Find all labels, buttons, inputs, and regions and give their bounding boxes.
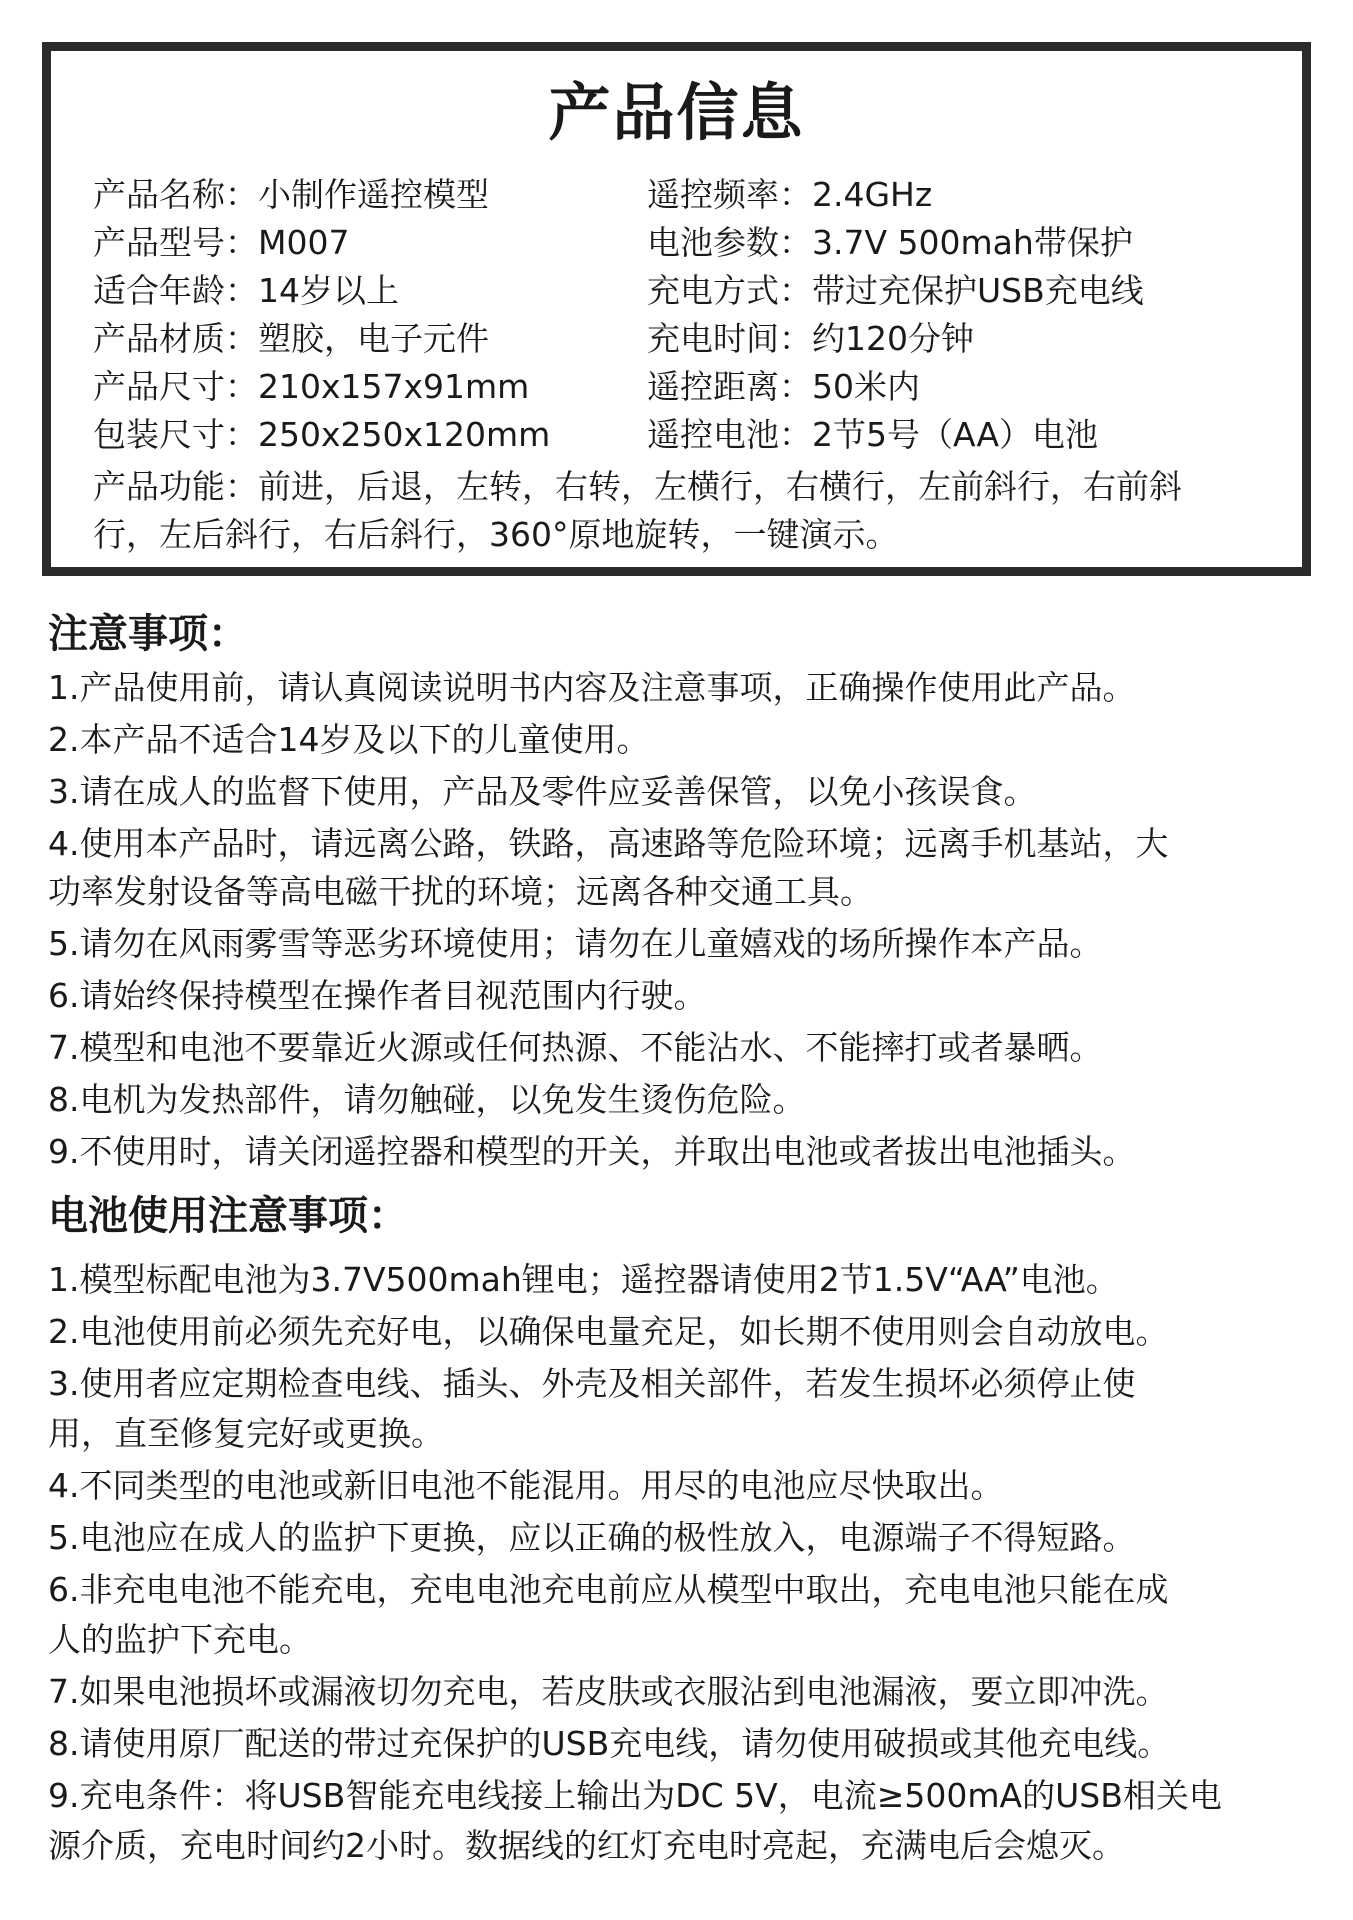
note-item: 4.使用本产品时，请远离公路，铁路，高速路等危险环境；远离手机基站，大 <box>48 824 1169 863</box>
spec-frequency: 遥控频率：2.4GHz <box>647 175 933 214</box>
battery-note-item: 2.电池使用前必须先充好电，以确保电量充足，如长期不使用则会自动放电。 <box>48 1312 1169 1351</box>
battery-note-item: 7.如果电池损坏或漏液切勿充电，若皮肤或衣服沾到电池漏液，要立即冲洗。 <box>48 1672 1169 1711</box>
note-item: 6.请始终保持模型在操作者目视范围内行驶。 <box>48 976 707 1015</box>
note-item: 1.产品使用前，请认真阅读说明书内容及注意事项，正确操作使用此产品。 <box>48 668 1136 707</box>
battery-note-item-continuation: 源介质，充电时间约2小时。数据线的红灯充电时亮起，充满电后会熄灭。 <box>48 1826 1125 1865</box>
battery-note-item: 4.不同类型的电池或新旧电池不能混用。用尽的电池应尽快取出。 <box>48 1466 1004 1505</box>
battery-note-item-continuation: 人的监护下充电。 <box>48 1620 312 1659</box>
product-info-box <box>42 42 1311 576</box>
product-info-title: 产品信息 <box>548 76 805 149</box>
battery-note-item: 1.模型标配电池为3.7V500mah锂电；遥控器请使用2节1.5V“AA”电池。 <box>48 1260 1119 1299</box>
note-item: 7.模型和电池不要靠近火源或任何热源、不能沾水、不能摔打或者暴晒。 <box>48 1028 1103 1067</box>
spec-model: 产品型号：M007 <box>93 223 350 262</box>
spec-charging-time: 充电时间：约120分钟 <box>647 319 974 358</box>
battery-note-item: 9.充电条件：将USB智能充电线接上输出为DC 5V，电流≥500mA的USB相关电 <box>48 1776 1222 1815</box>
note-item-continuation: 功率发射设备等高电磁干扰的环境；远离各种交通工具。 <box>48 872 873 911</box>
spec-material: 产品材质：塑胶，电子元件 <box>93 319 489 358</box>
spec-range: 遥控距离：50米内 <box>647 367 920 406</box>
spec-battery: 电池参数：3.7V 500mah带保护 <box>647 223 1133 262</box>
note-item: 5.请勿在风雨雾雪等恶劣环境使用；请勿在儿童嬉戏的场所操作本产品。 <box>48 924 1103 963</box>
battery-note-item-continuation: 用，直至修复完好或更换。 <box>48 1414 444 1453</box>
battery-note-item: 6.非充电电池不能充电，充电电池充电前应从模型中取出，充电电池只能在成 <box>48 1570 1169 1609</box>
notes-title: 注意事项： <box>48 611 248 657</box>
spec-functions: 产品功能：前进，后退，左转，右转，左横行，右横行，左前斜行，右前斜 行，左后斜行，右后斜行，360°原地旋转，一键演示。 <box>93 467 1182 554</box>
spec-remote-battery: 遥控电池：2节5号（AA）电池 <box>647 415 1099 454</box>
spec-charging-method: 充电方式：带过充保护USB充电线 <box>647 271 1144 310</box>
battery-note-item: 5.电池应在成人的监护下更换，应以正确的极性放入，电源端子不得短路。 <box>48 1518 1136 1557</box>
spec-product-name: 产品名称：小制作遥控模型 <box>93 175 489 214</box>
note-item: 2.本产品不适合14岁及以下的儿童使用。 <box>48 720 650 759</box>
note-item: 8.电机为发热部件，请勿触碰，以免发生烫伤危险。 <box>48 1080 806 1119</box>
spec-package-size: 包装尺寸：250x250x120mm <box>93 415 551 454</box>
spec-size: 产品尺寸：210x157x91mm <box>93 367 530 406</box>
note-item: 3.请在成人的监督下使用，产品及零件应妥善保管，以免小孩误食。 <box>48 772 1037 811</box>
spec-age: 适合年龄：14岁以上 <box>93 271 399 310</box>
battery-note-item: 8.请使用原厂配送的带过充保护的USB充电线，请勿使用破损或其他充电线。 <box>48 1724 1171 1763</box>
battery-notes-title: 电池使用注意事项： <box>48 1193 408 1239</box>
battery-note-item: 3.使用者应定期检查电线、插头、外壳及相关部件，若发生损坏必须停止使 <box>48 1364 1136 1403</box>
note-item: 9.不使用时，请关闭遥控器和模型的开关，并取出电池或者拔出电池插头。 <box>48 1132 1136 1171</box>
